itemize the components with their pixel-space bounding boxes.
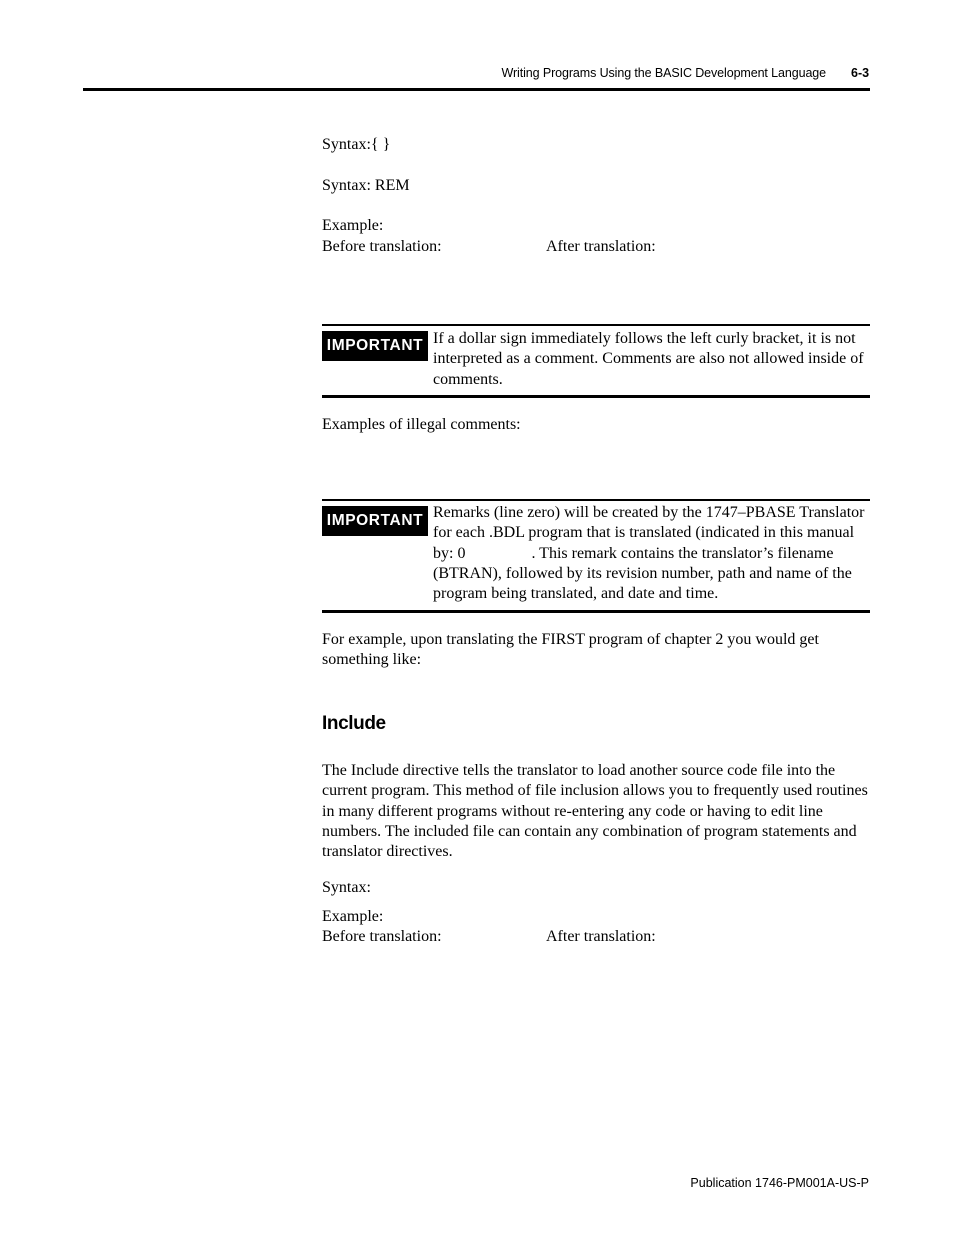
note-text-part-1: Remarks (line zero) will be created by the 1747–PBASE Translator for each .BDL program that is translated (indicated in this manual by: 0 [433,504,865,562]
include-before-translation-label: Before translation: [322,928,442,945]
example-label: Example: [322,217,384,234]
include-after-translation-label: After translation: [546,928,656,945]
include-syntax-label: Syntax: [322,879,371,896]
important-note-text [433,503,870,604]
syntax-braces: Syntax:{ } [322,136,391,153]
note-bottom-rule [322,395,870,398]
important-badge: IMPORTANT [322,506,428,536]
illegal-comments-label: Examples of illegal comments: [322,416,521,433]
running-header-title: Writing Programs Using the BASIC Development Language [501,66,826,80]
note-text-part-2: . This remark contains the translator’s filename (BTRAN), followed by its revision number, path and name of the program being translated, and date and time. [433,544,852,603]
before-translation-label: Before translation: [322,238,442,255]
header-divider [83,88,870,91]
note-top-rule [322,499,870,501]
section-heading-include: Include [322,713,386,734]
include-example-label: Example: [322,908,384,925]
note-bottom-rule [322,610,870,613]
after-translation-label: After translation: [546,238,656,255]
publication-footer: Publication 1746-PM001A-US-P [690,1176,869,1190]
note-top-rule [322,324,870,326]
first-program-paragraph: For example, upon translating the FIRST program of chapter 2 you would get something like: [322,631,819,669]
syntax-rem: Syntax: REM [322,177,410,194]
important-badge: IMPORTANT [322,331,428,361]
important-note-text: If a dollar sign immediately follows the left curly bracket, it is not interpreted as a comment. Comments are also not allowed inside of comments. [433,330,864,388]
include-paragraph: The Include directive tells the translator to load another source code file into the current program. This method of file inclusion allows you to frequently used routines in many different programs without re-entering any code or having to edit line numbers. The included file can contain any combination of program statements and translator directives. [322,762,868,861]
page-number: 6-3 [851,66,870,80]
